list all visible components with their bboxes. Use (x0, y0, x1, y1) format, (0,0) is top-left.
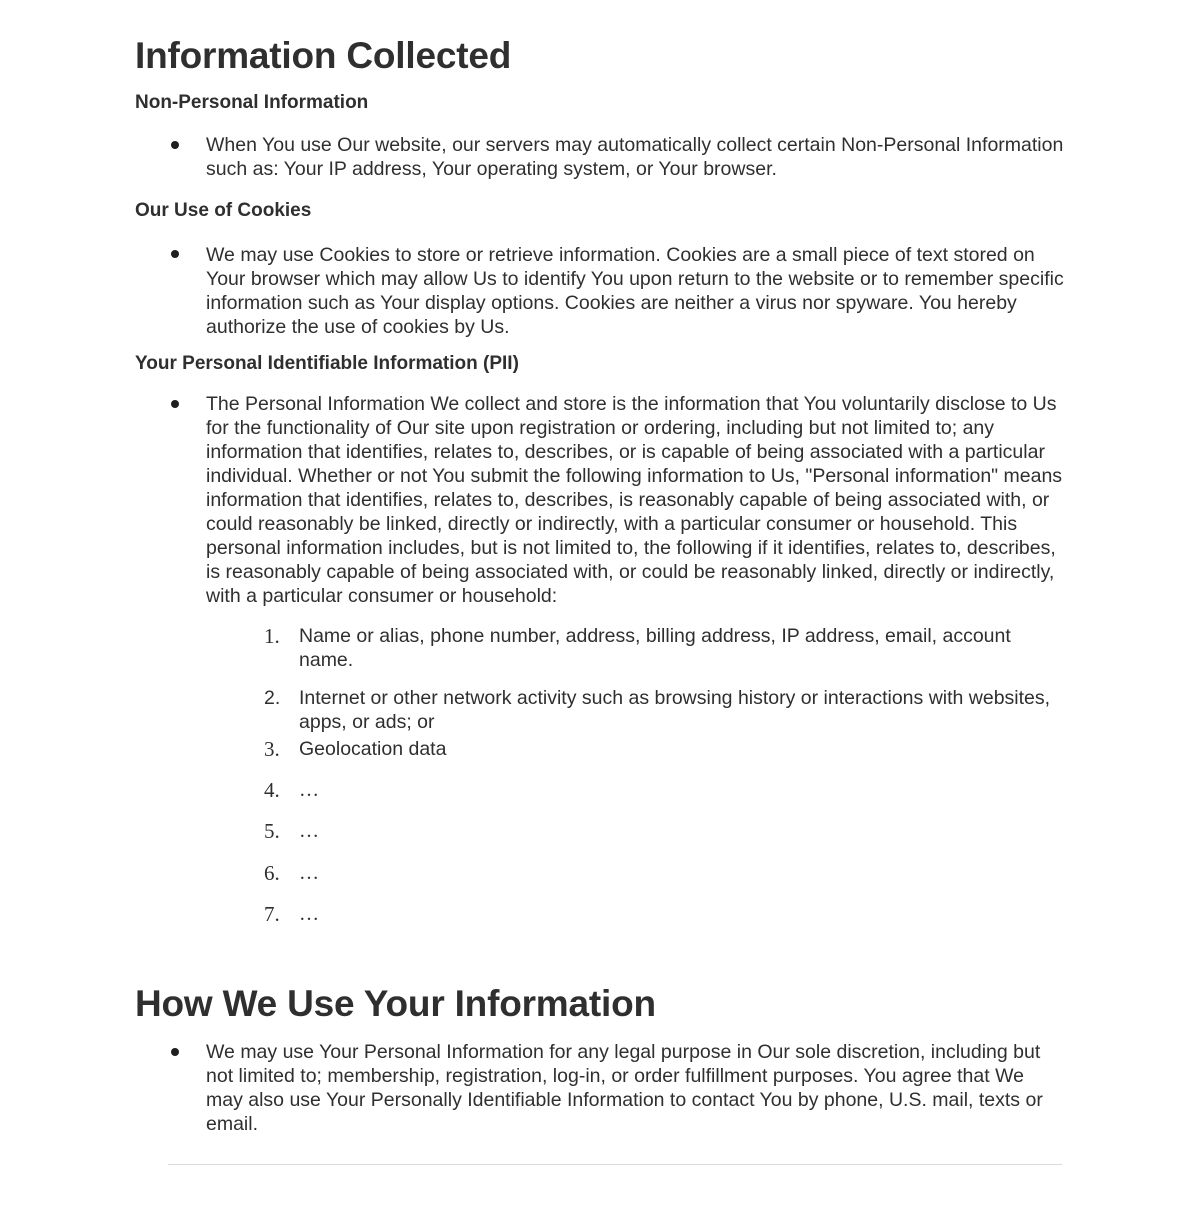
list-item: Internet or other network activity such as browsing history or interactions with websites, apps, or ads; or (299, 687, 1051, 733)
subheading-pii: Your Personal Identifiable Information (PII) (135, 353, 519, 374)
list-item: Name or alias, phone number, address, billing address, IP address, email, account name. (299, 625, 1011, 671)
divider (168, 1164, 1062, 1165)
bullet-icon (171, 1041, 181, 1051)
bullet-icon (171, 243, 181, 253)
section-title-information-collected: Information Collected (135, 35, 512, 76)
subheading-cookies: Our Use of Cookies (135, 200, 312, 221)
list-number: 5. (264, 819, 280, 843)
bullet-icon (171, 393, 181, 403)
pii-paragraph: The Personal Information We collect and store is the information that You voluntarily disclose to Us for the functionality of Our site upon registration or ordering, including but not limited to; any information that identifies, relates to, describes, or is capable of being associated with a particular individual. Whether or not You submit the following information to Us, "Personal information" means information that identifies, relates to, describes, is reasonably capable of being associated with, or could reasonably be linked, directly or indirectly, with a particular consumer or household. This personal information includes, but is not limited to, the following if it identifies, relates to, describes, is reasonably capable of being associated with, or could be reasonably linked, directly or indirectly, with a particular consumer or household: (206, 393, 1063, 607)
list-number: 6. (264, 861, 280, 885)
usage-paragraph: We may use Your Personal Information for any legal purpose in Our sole discretion, including but not limited to; membership, registration, log-in, or order fulfillment purposes. You agree that We may also use Your Personally Identifiable Information to contact You by phone, U.S. mail, texts or email. (206, 1041, 1043, 1135)
list-number: 3. (264, 737, 280, 761)
list-item: … (299, 820, 319, 842)
list-item: … (299, 903, 319, 925)
list-item: Geolocation data (299, 738, 447, 760)
non-personal-paragraph: When You use Our website, our servers may automatically collect certain Non-Personal Information such as: Your IP address, Your operating system, or Your browser. (206, 134, 1064, 180)
list-item: … (299, 862, 319, 884)
list-number: 1. (264, 624, 280, 648)
section-title-how-we-use: How We Use Your Information (135, 983, 656, 1024)
cookies-paragraph: We may use Cookies to store or retrieve information. Cookies are a small piece of text stored on Your browser which may allow Us to identify You upon return to the website or to remember specific information such as Your display options. Cookies are neither a virus nor spyware. You hereby authorize the use of cookies by Us. (206, 244, 1064, 338)
list-number: 7. (264, 902, 280, 926)
list-number: 4. (264, 778, 280, 802)
list-number: 2. (264, 687, 281, 709)
subheading-non-personal: Non-Personal Information (135, 92, 369, 113)
bullet-icon (171, 134, 181, 144)
list-item: … (299, 779, 319, 801)
